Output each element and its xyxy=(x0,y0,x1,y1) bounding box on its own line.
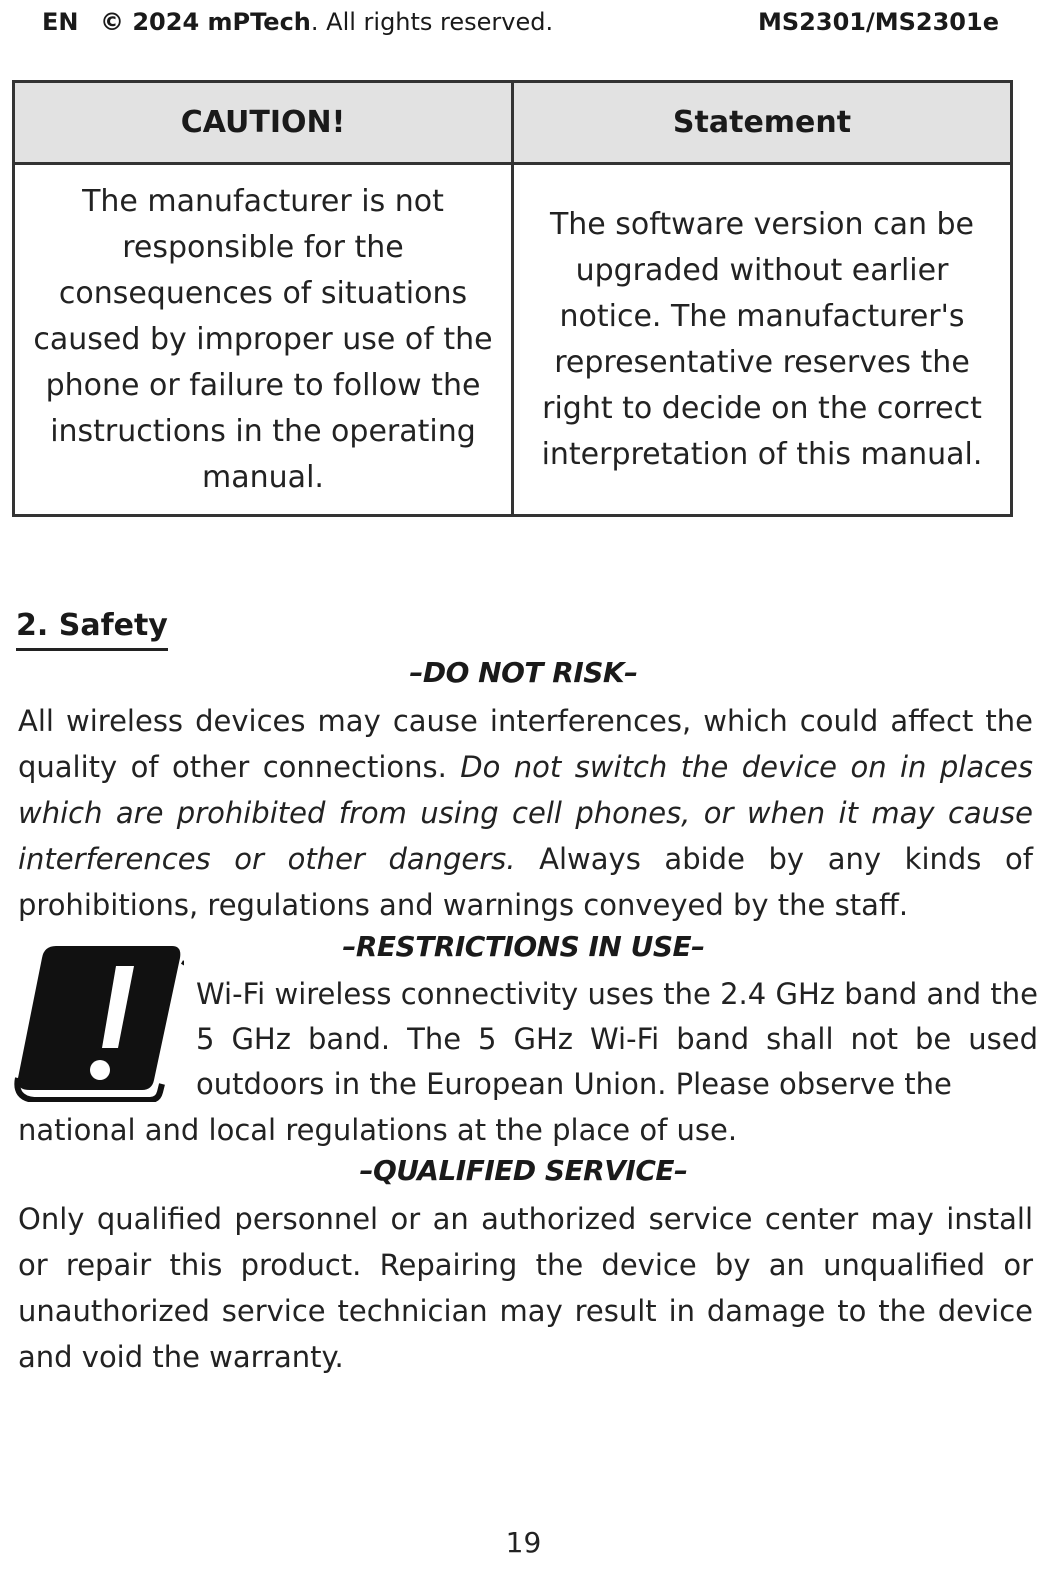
language-label: EN xyxy=(42,8,79,36)
page-header xyxy=(0,6,1047,38)
caution-header: CAUTION! xyxy=(14,82,513,164)
notice-table xyxy=(12,80,1013,517)
do-not-risk-heading: –DO NOT RISK– xyxy=(409,656,638,689)
copyright-notice xyxy=(100,8,553,36)
page-number: 19 xyxy=(505,1526,542,1559)
do-not-risk-text xyxy=(18,698,1033,928)
do-not-risk-text-1: All wireless devices may cause interferences, which could affect the quality of other connections. xyxy=(18,704,1033,784)
restrictions-text: Wi-Fi wireless connectivity uses the 2.4 GHz band and the 5 GHz band. The 5 GHz Wi-Fi band shall not be used outdoors in the European Union. Please observe the xyxy=(196,977,1038,1101)
statement-header: Statement xyxy=(513,82,1012,164)
copyright-owner: © 2024 mPTech xyxy=(100,8,311,36)
do-not-risk-text-2: Always abide by any kinds of prohibitions, regulations and warnings conveyed by the staff. xyxy=(18,842,1033,922)
qualified-service-heading: –QUALIFIED SERVICE– xyxy=(359,1154,688,1187)
do-not-risk-italic: Do not switch the device on in places which are prohibited from using cell phones, or when it may cause interferences or other dangers. xyxy=(18,750,1034,876)
section-title: 2. Safety xyxy=(16,604,168,651)
restrictions-heading: –RESTRICTIONS IN USE– xyxy=(342,930,705,963)
statement-text: The software version can be upgraded without earlier notice. The manufacturer's representative reserves the right to decide on the correct interpretation of this manual. xyxy=(513,164,1012,516)
copyright-rest: . All rights reserved. xyxy=(310,8,554,36)
manual-warning-icon xyxy=(12,940,184,1102)
caution-text: The manufacturer is not responsible for the consequences of situations caused by improper use of the phone or failure to follow the instructions in the operating manual. xyxy=(14,164,513,516)
model-number: MS2301/MS2301e xyxy=(758,8,999,36)
restrictions-text-cont: national and local regulations at the place of use. xyxy=(18,1113,738,1147)
qualified-service-text: Only qualified personnel or an authorized service center may install or repair this product. Repairing the device by an unqualified or unauthorized service technician may result in damage to the device and void the warranty. xyxy=(18,1202,1033,1374)
